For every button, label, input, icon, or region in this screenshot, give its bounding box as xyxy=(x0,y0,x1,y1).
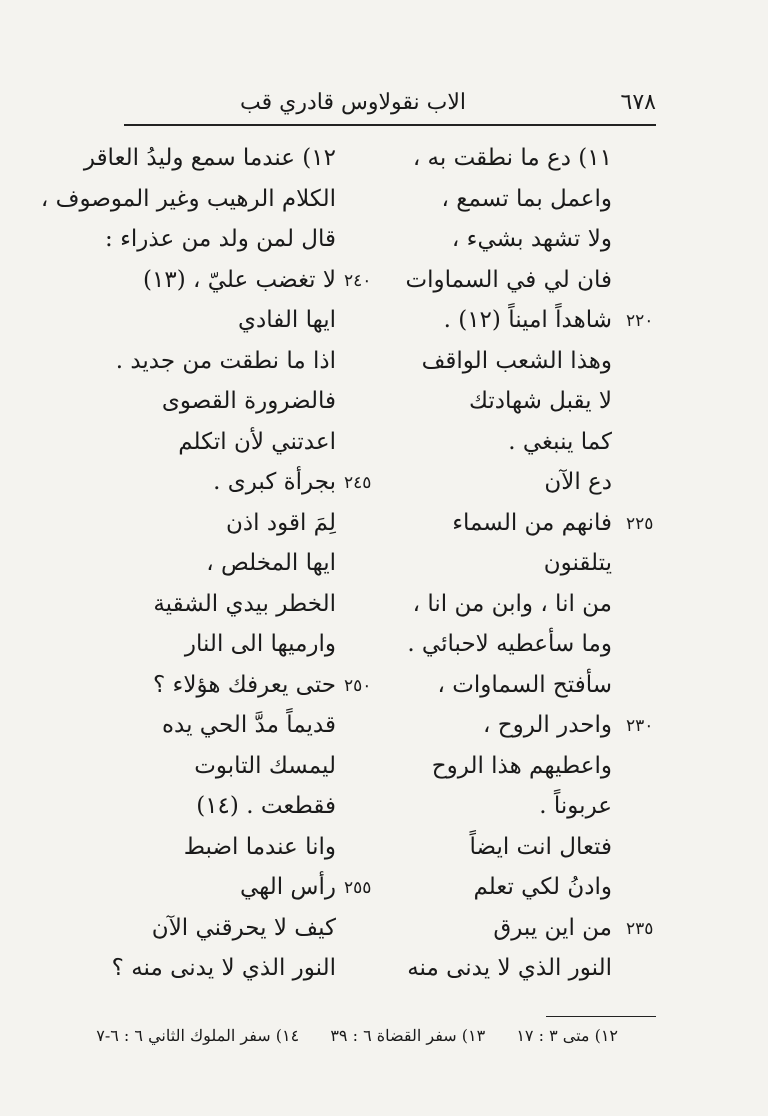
left-column-line: قديماً مدَّ الحي يده xyxy=(161,712,336,738)
footnote: ١٤) سفر الملوك الثاني ٦ : ٦-٧ xyxy=(96,1026,300,1045)
page-number: ٦٧٨ xyxy=(620,90,656,115)
left-column-line: رأس الهي xyxy=(239,874,336,900)
left-column-line: اعدتني لأن اتكلم xyxy=(178,428,336,455)
right-column-line: من انا ، وابن من انا ، xyxy=(412,590,612,617)
line-number: ٢٢٠ xyxy=(626,311,654,331)
left-column-line: فقطعت . (١٤) xyxy=(196,793,336,819)
right-column-line: النور الذي لا يدنى منه xyxy=(407,955,612,981)
line-number: ٢٤٠ xyxy=(344,270,372,291)
right-column-line: دع الآن xyxy=(544,469,612,495)
left-column-line: الخطر بيدي الشقية xyxy=(153,590,336,617)
right-column-line: فانهم من السماء xyxy=(452,509,612,536)
line-number: ٢٣٥ xyxy=(626,918,654,939)
left-column-line: النور الذي لا يدنى منه ؟ xyxy=(111,955,336,981)
left-column-line: لا تغضب عليّ ، (١٣) xyxy=(143,266,336,293)
right-column-line: سأفتح السماوات ، xyxy=(437,671,612,698)
right-column-line: وما سأعطيه لاحبائي . xyxy=(407,631,612,657)
right-column-line: ١١) دع ما نطقت به ، xyxy=(412,145,612,171)
left-column-line: وارميها الى النار xyxy=(184,631,336,657)
line-number: ٢٢٥ xyxy=(626,513,654,534)
left-column-line: ايها الفادي xyxy=(238,307,336,333)
right-column-line: كما ينبغي . xyxy=(508,428,612,455)
right-column-line: واعطيهم هذا الروح xyxy=(431,752,612,779)
left-column-line: بجرأة كبرى . xyxy=(213,469,336,495)
header-rule xyxy=(124,124,656,126)
left-column-line: قال لمن ولد من عذراء : xyxy=(105,226,336,252)
right-column-line: فتعال انت ايضاً xyxy=(469,833,612,860)
left-column-line: الكلام الرهيب وغير الموصوف ، xyxy=(40,185,336,212)
line-number: ٢٤٥ xyxy=(344,473,372,493)
footnotes xyxy=(70,1026,618,1045)
footnote: ١٢) متى ٣ : ١٧ xyxy=(516,1026,618,1045)
footnote: ١٣) سفر القضاة ٦ : ٣٩ xyxy=(330,1026,486,1045)
page-header xyxy=(124,86,656,122)
left-column-line: فالضرورة القصوى xyxy=(161,388,336,414)
footnote-rule xyxy=(546,1016,656,1017)
left-column-line: كيف لا يحرقني الآن xyxy=(151,914,336,941)
right-column-line: وهذا الشعب الواقف xyxy=(421,347,612,374)
right-column-line: عربوناً . xyxy=(539,793,612,819)
line-number: ٢٥٠ xyxy=(344,675,372,696)
right-column-line: يتلقنون xyxy=(543,550,612,576)
left-column-line: وانا عندما اضبط xyxy=(183,833,336,860)
left-column-line: لِمَ اقود اذن xyxy=(226,509,336,536)
line-number: ٢٥٥ xyxy=(344,878,372,898)
right-column-line: واعمل بما تسمع ، xyxy=(441,185,612,212)
right-column-line: وادنُ لكي تعلم xyxy=(473,874,612,900)
running-title: الاب نقولاوس قادري قب xyxy=(240,90,466,115)
right-column-line: واحدر الروح ، xyxy=(483,712,612,738)
right-column-line: لا يقبل شهادتك xyxy=(468,388,612,414)
right-column-line: فان لي في السماوات xyxy=(405,266,612,293)
right-column-line: شاهداً اميناً (١٢) . xyxy=(443,307,612,333)
left-column-line: ١٢) عندما سمع وليدُ العاقر xyxy=(83,145,336,171)
right-column-line: ولا تشهد بشيء ، xyxy=(451,226,612,252)
left-column-line: ايها المخلص ، xyxy=(206,550,336,576)
left-column-line: حتى يعرفك هؤلاء ؟ xyxy=(153,671,336,698)
right-column-line: من اين يبرق xyxy=(493,914,612,941)
line-number: ٢٣٠ xyxy=(626,716,654,736)
left-column-line: ليمسك التابوت xyxy=(194,752,336,779)
left-column-line: اذا ما نطقت من جديد . xyxy=(115,347,336,374)
